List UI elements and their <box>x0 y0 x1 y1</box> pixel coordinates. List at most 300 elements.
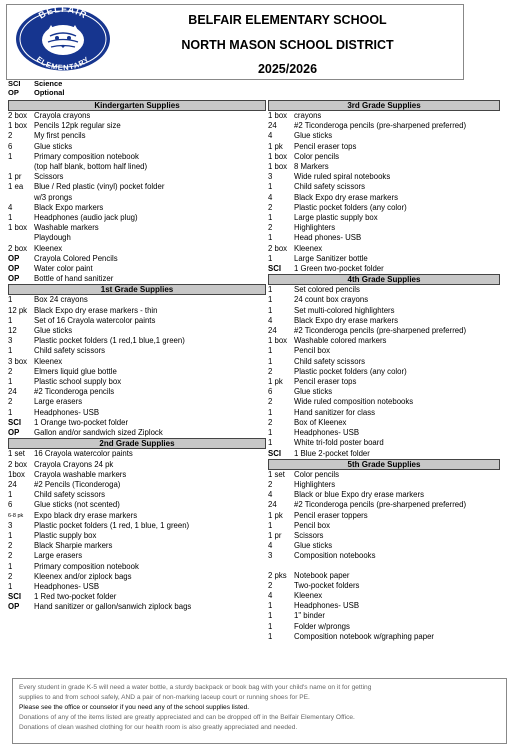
list-item <box>8 326 266 336</box>
item-quantity: 1 <box>8 295 13 305</box>
grade5-list-b <box>268 571 500 642</box>
item-quantity <box>8 193 34 203</box>
item-description: Hand sanitizer or gallon/sanwich ziplock bags <box>34 602 192 612</box>
item-quantity: 1 box <box>8 223 28 233</box>
item-description: Primary composition notebook <box>34 151 139 161</box>
item-description: Plastic supply box <box>34 530 97 540</box>
list-item <box>8 264 266 274</box>
list-item <box>268 316 500 326</box>
item-description: Plastic school supply box <box>34 377 122 387</box>
item-quantity: 24 <box>268 121 277 131</box>
item-quantity: 1 box <box>268 151 288 161</box>
list-item <box>268 387 500 397</box>
item-quantity: 1 <box>268 356 273 366</box>
item-description: Headphones- USB <box>34 407 100 417</box>
item-description: 1 Orange two-pocket folder <box>34 417 129 427</box>
item-description: My first pencils <box>34 131 86 141</box>
item-quantity: 1 <box>268 438 273 448</box>
list-item <box>268 571 500 581</box>
item-quantity <box>8 233 34 243</box>
item-description: Notebook paper <box>294 570 350 580</box>
list-item <box>8 480 266 490</box>
item-description: Pencil eraser tops <box>294 377 357 387</box>
item-quantity: 1 <box>8 346 13 356</box>
list-item <box>268 632 500 642</box>
list-item <box>268 511 500 521</box>
item-description: Expo black dry erase markers <box>34 510 138 520</box>
item-quantity: 2 <box>268 202 273 212</box>
item-description: White tri-fold poster board <box>294 438 384 448</box>
item-description: Child safety scissors <box>34 490 106 500</box>
list-item <box>268 172 500 182</box>
item-description: Box 24 crayons <box>34 295 88 305</box>
list-item <box>268 346 500 356</box>
school-name: BELFAIR ELEMENTARY SCHOOL <box>188 13 387 27</box>
item-quantity: 2 <box>8 397 13 407</box>
item-quantity: 1 <box>268 346 273 356</box>
list-item <box>8 521 266 531</box>
item-description: 8 Markers <box>294 162 329 172</box>
footer-notes <box>12 678 507 744</box>
list-item <box>268 500 500 510</box>
list-item <box>8 162 266 172</box>
item-quantity: 2 box <box>8 243 28 253</box>
list-item <box>268 377 500 387</box>
item-description: 1 Blue 2-pocket folder <box>294 448 370 458</box>
list-item <box>8 233 266 243</box>
item-description: Pencil eraser tops <box>294 141 357 151</box>
item-description: Blue / Red plastic (vinyl) pocket folder <box>34 182 165 192</box>
item-quantity: 2 <box>268 580 273 590</box>
list-item <box>8 274 266 284</box>
legend-meaning: Science <box>34 79 63 88</box>
item-quantity: 6 <box>8 500 13 510</box>
item-description: Washable markers <box>34 223 99 233</box>
item-quantity: 24 <box>8 479 17 489</box>
footer-line-1: Every student in grade K-5 will need a water bottle, a sturdy backpack or book bag with your child's name on it for getting <box>19 684 372 691</box>
item-description: #2 Ticonderoga pencils (pre-sharpened preferred) <box>294 500 467 510</box>
list-item <box>268 326 500 336</box>
list-item <box>8 193 266 203</box>
item-quantity: 4 <box>268 192 273 202</box>
item-quantity: 2 <box>268 479 273 489</box>
item-quantity: 1 <box>8 151 13 161</box>
legend-meaning: Optional <box>34 88 65 97</box>
grade3-list <box>268 111 500 274</box>
list-item <box>8 541 266 551</box>
item-quantity: OP <box>8 602 20 612</box>
list-item <box>8 203 266 213</box>
item-quantity: 1 <box>8 561 13 571</box>
list-item <box>268 306 500 316</box>
logo-bottom-text: ELEMENTARY <box>34 54 92 72</box>
list-item <box>8 295 266 305</box>
list-item <box>268 611 500 621</box>
list-item <box>8 582 266 592</box>
list-item <box>8 244 266 254</box>
item-quantity: 4 <box>8 202 13 212</box>
item-description: Black or blue Expo dry erase markers <box>294 490 425 500</box>
item-quantity: 1 <box>8 315 13 325</box>
list-item <box>268 408 500 418</box>
item-description: Kleenex <box>34 356 63 366</box>
item-quantity: SCI <box>8 592 21 602</box>
item-description: Box of Kleenex <box>294 417 347 427</box>
list-item <box>268 233 500 243</box>
kindergarten-header: Kindergarten Supplies <box>8 100 266 111</box>
item-description: Large erasers <box>34 551 83 561</box>
list-item <box>8 387 266 397</box>
item-description: Highlighters <box>294 479 336 489</box>
kindergarten-list <box>8 111 266 284</box>
item-description: Kleenex <box>34 243 63 253</box>
item-description: Black Expo markers <box>34 202 104 212</box>
item-description: Set multi-colored highlighters <box>294 305 395 315</box>
list-item <box>8 551 266 561</box>
list-item <box>268 121 500 131</box>
item-quantity: 1 ea <box>8 182 24 192</box>
item-quantity: 4 <box>268 315 273 325</box>
item-description: Headphones- USB <box>294 428 360 438</box>
list-item <box>8 408 266 418</box>
item-quantity: 1 <box>268 233 273 243</box>
item-quantity: 24 <box>268 500 277 510</box>
item-description: Composition notebook w/graphing paper <box>294 631 435 641</box>
item-quantity: 1 box <box>268 162 288 172</box>
item-description: 1 Red two-pocket folder <box>34 592 117 602</box>
item-quantity: 1 <box>268 182 273 192</box>
list-item <box>8 490 266 500</box>
list-item <box>268 541 500 551</box>
item-quantity: 1 <box>268 520 273 530</box>
item-description: Elmers liquid glue bottle <box>34 366 117 376</box>
item-quantity: SCI <box>268 448 281 458</box>
item-quantity: 4 <box>268 590 273 600</box>
item-description: Child safety scissors <box>34 346 106 356</box>
item-quantity: 1 <box>8 581 13 591</box>
grade4-header: 4th Grade Supplies <box>268 274 500 285</box>
list-item <box>268 357 500 367</box>
item-quantity: 3 <box>268 551 273 561</box>
item-quantity: 3 <box>268 172 273 182</box>
spacer <box>268 562 500 571</box>
item-description: Glue sticks <box>34 141 73 151</box>
list-item <box>268 152 500 162</box>
item-description: Color pencils <box>294 469 340 479</box>
item-quantity: 1 <box>268 428 273 438</box>
grade5-list-a <box>268 470 500 562</box>
list-item <box>8 213 266 223</box>
list-item <box>268 244 500 254</box>
list-item <box>268 162 500 172</box>
item-description: Child safety scissors <box>294 356 366 366</box>
item-description: Glue sticks (not scented) <box>34 500 120 510</box>
school-logo <box>14 6 112 72</box>
item-quantity: 1 <box>268 213 273 223</box>
list-item <box>268 111 500 121</box>
list-item <box>8 397 266 407</box>
item-description: Plastic pocket folders (any color) <box>294 366 407 376</box>
item-description: Black Expo dry erase markers <box>294 192 398 202</box>
list-item <box>268 254 500 264</box>
list-item <box>268 131 500 141</box>
item-quantity: 2 <box>8 571 13 581</box>
list-item <box>268 397 500 407</box>
item-quantity: 24 <box>8 387 17 397</box>
item-quantity: 1 <box>268 285 273 295</box>
item-description: Head phones- USB <box>294 233 362 243</box>
item-quantity: 1 <box>8 407 13 417</box>
supply-list-page <box>2 2 512 752</box>
item-quantity: 1 <box>268 253 273 263</box>
legend-code: OP <box>8 88 19 97</box>
item-description: Scissors <box>34 172 64 182</box>
item-description: #2 Ticonderoga pencils (pre-sharpened preferred) <box>294 326 467 336</box>
list-item <box>8 470 266 480</box>
list-item <box>268 601 500 611</box>
item-description: Glue sticks <box>294 387 333 397</box>
item-quantity: 1 <box>8 490 13 500</box>
item-description: Pencil eraser toppers <box>294 510 368 520</box>
item-quantity: 4 <box>268 131 273 141</box>
list-item <box>8 111 266 121</box>
item-description: Crayola Colored Pencils <box>34 253 118 263</box>
item-description: Kleenex <box>294 590 323 600</box>
list-item <box>8 562 266 572</box>
footer-line-4: Donations of any of the items listed are greatly appreciated and can be dropped off in the Belfair Elementary Office. <box>19 714 355 721</box>
item-quantity: 1 pr <box>268 530 282 540</box>
list-item <box>268 449 500 459</box>
item-quantity: 1 <box>8 377 13 387</box>
list-item <box>268 551 500 561</box>
item-description: Pencil box <box>294 520 330 530</box>
item-quantity: 6 <box>8 141 13 151</box>
item-description: Bottle of hand sanitizer <box>34 274 114 284</box>
list-item <box>268 295 500 305</box>
item-description: Large plastic supply box <box>294 213 378 223</box>
item-description: 1 Green two-pocket folder <box>294 264 384 274</box>
item-quantity: 2 <box>268 223 273 233</box>
list-item <box>8 152 266 162</box>
item-description: (top half blank, bottom half lined) <box>34 162 148 172</box>
district-name: NORTH MASON SCHOOL DISTRICT <box>181 38 394 52</box>
item-quantity: 24 <box>268 326 277 336</box>
list-item <box>8 500 266 510</box>
grade2-list <box>8 449 266 612</box>
item-description: Folder w/prongs <box>294 621 350 631</box>
item-description: Plastic pocket folders (1 red, 1 blue, 1 green) <box>34 520 190 530</box>
item-description: Set of 16 Crayola watercolor paints <box>34 315 156 325</box>
item-quantity: 1 pr <box>8 172 22 182</box>
item-quantity: 12 pk <box>8 305 28 315</box>
item-description: Child safety scissors <box>294 182 366 192</box>
right-column <box>268 100 500 642</box>
item-quantity: 1 pk <box>268 377 283 387</box>
list-item <box>268 622 500 632</box>
list-item <box>268 470 500 480</box>
list-item <box>268 438 500 448</box>
item-quantity: 2 <box>268 417 273 427</box>
list-item <box>8 254 266 264</box>
item-quantity: 1 <box>268 631 273 641</box>
item-quantity: 1 <box>268 295 273 305</box>
list-item <box>8 428 266 438</box>
list-item <box>8 377 266 387</box>
list-item <box>8 131 266 141</box>
grade2-header: 2nd Grade Supplies <box>8 438 266 449</box>
item-description: Hand sanitizer for class <box>294 407 376 417</box>
list-item <box>8 449 266 459</box>
list-item <box>268 531 500 541</box>
item-description: Highlighters <box>294 223 336 233</box>
item-description: Pencil box <box>294 346 330 356</box>
item-quantity: 2 pks <box>268 570 287 580</box>
list-item <box>8 572 266 582</box>
list-item <box>268 418 500 428</box>
left-column <box>8 100 266 613</box>
list-item <box>8 592 266 602</box>
item-quantity: OP <box>8 428 20 438</box>
item-quantity: OP <box>8 274 20 284</box>
item-description: #2 Ticonderoga pencils (pre-sharpened preferred) <box>294 121 467 131</box>
list-item <box>268 223 500 233</box>
item-quantity: 1 box <box>268 336 288 346</box>
item-quantity: 2 <box>268 366 273 376</box>
grade1-list <box>8 295 266 438</box>
item-description: Kleenex <box>294 243 323 253</box>
list-item <box>8 223 266 233</box>
item-description: Headphones- USB <box>294 601 360 611</box>
item-quantity: 2 <box>8 131 13 141</box>
item-description: Glue sticks <box>294 541 333 551</box>
item-quantity: 3 <box>8 336 13 346</box>
item-quantity: 3 box <box>8 356 28 366</box>
item-description: Wide ruled spiral notebooks <box>294 172 391 182</box>
list-item <box>8 357 266 367</box>
item-quantity: OP <box>8 253 20 263</box>
list-item <box>268 213 500 223</box>
item-description: Plastic pocket folders (1 red,1 blue,1 green) <box>34 336 185 346</box>
item-description: crayons <box>294 111 322 120</box>
item-description: Glue sticks <box>294 131 333 141</box>
footer-line-2: supplies to and from school safely, AND a pair of non-marking laceup court or running shoes for PE. <box>19 694 310 701</box>
list-item <box>268 142 500 152</box>
list-item <box>8 306 266 316</box>
item-description: 24 count box crayons <box>294 295 369 305</box>
list-item <box>268 203 500 213</box>
list-item <box>268 264 500 274</box>
list-item <box>268 336 500 346</box>
list-item <box>268 182 500 192</box>
legend <box>8 79 64 97</box>
legend-row <box>8 88 64 97</box>
item-description: Crayola washable markers <box>34 469 127 479</box>
item-description: Black Sharpie markers <box>34 541 113 551</box>
item-description: Black Expo dry erase markers - thin <box>34 305 158 315</box>
item-description: Composition notebooks <box>294 551 376 561</box>
item-quantity: 1 <box>8 213 13 223</box>
item-quantity: 1 box <box>8 121 28 131</box>
item-description: Pencils 12pk regular size <box>34 121 121 131</box>
item-description: Kleenex and/or ziplock bags <box>34 571 132 581</box>
logo-top-text: BELFAIR <box>36 6 90 21</box>
item-description: Primary composition notebook <box>34 561 139 571</box>
list-item <box>268 193 500 203</box>
item-description: #2 Ticonderoga pencils <box>34 387 115 397</box>
item-description: Set colored pencils <box>294 285 360 295</box>
list-item <box>8 418 266 428</box>
item-description: Gallon and/or sandwich sized Ziplock <box>34 428 163 438</box>
list-item <box>8 172 266 182</box>
item-description: 1" binder <box>294 611 325 621</box>
list-item <box>8 336 266 346</box>
item-quantity: 2 <box>8 551 13 561</box>
grade3-header: 3rd Grade Supplies <box>268 100 500 111</box>
list-item <box>8 142 266 152</box>
item-description: Playdough <box>34 233 71 243</box>
list-item <box>8 346 266 356</box>
item-description: Headphones (audio jack plug) <box>34 213 138 223</box>
item-quantity: 1 <box>268 621 273 631</box>
item-description: #2 Pencils (Ticonderoga) <box>34 479 121 489</box>
list-item <box>268 285 500 295</box>
item-quantity: 1 set <box>8 449 25 459</box>
item-quantity: 2 box <box>268 243 288 253</box>
item-description: Scissors <box>294 530 324 540</box>
item-quantity: 1box <box>8 469 25 479</box>
list-item <box>268 521 500 531</box>
item-description: Large Sanitizer bottle <box>294 253 368 263</box>
list-item <box>8 531 266 541</box>
item-description: Color pencils <box>294 151 340 161</box>
footer-line-5: Donations of clean washed clothing for our health room is also greatly appreciated and needed. <box>19 724 298 731</box>
list-item <box>8 460 266 470</box>
item-quantity: 3 <box>8 520 13 530</box>
item-description: Washable colored markers <box>294 336 387 346</box>
item-description: 16 Crayola watercolor paints <box>34 449 133 459</box>
item-description: w/3 prongs <box>34 192 73 202</box>
item-quantity: 2 box <box>8 459 28 469</box>
item-quantity: 2 <box>268 397 273 407</box>
list-item <box>268 490 500 500</box>
item-quantity: 2 box <box>8 111 28 120</box>
item-quantity: 6-8 pk <box>8 512 24 519</box>
grade1-header: 1st Grade Supplies <box>8 284 266 295</box>
list-item <box>8 602 266 612</box>
item-quantity: SCI <box>8 417 21 427</box>
item-quantity: SCI <box>268 264 281 274</box>
item-quantity: 1 set <box>268 469 285 479</box>
item-quantity: 1 <box>268 305 273 315</box>
grade4-list <box>268 285 500 458</box>
item-quantity <box>8 162 34 172</box>
list-item <box>8 182 266 192</box>
school-year: 2025/2026 <box>257 62 318 76</box>
item-quantity: 1 <box>268 407 273 417</box>
item-quantity: 2 <box>8 366 13 376</box>
item-quantity: 1 pk <box>268 510 283 520</box>
item-quantity: OP <box>8 264 20 274</box>
item-quantity: 4 <box>268 490 273 500</box>
list-item <box>268 591 500 601</box>
list-item <box>268 367 500 377</box>
list-item <box>8 121 266 131</box>
item-description: Crayola Crayons 24 pk <box>34 459 114 469</box>
item-description: Water color paint <box>34 264 93 274</box>
header <box>6 4 464 80</box>
item-description: Plastic pocket folders (any color) <box>294 202 407 212</box>
list-item <box>8 511 266 521</box>
